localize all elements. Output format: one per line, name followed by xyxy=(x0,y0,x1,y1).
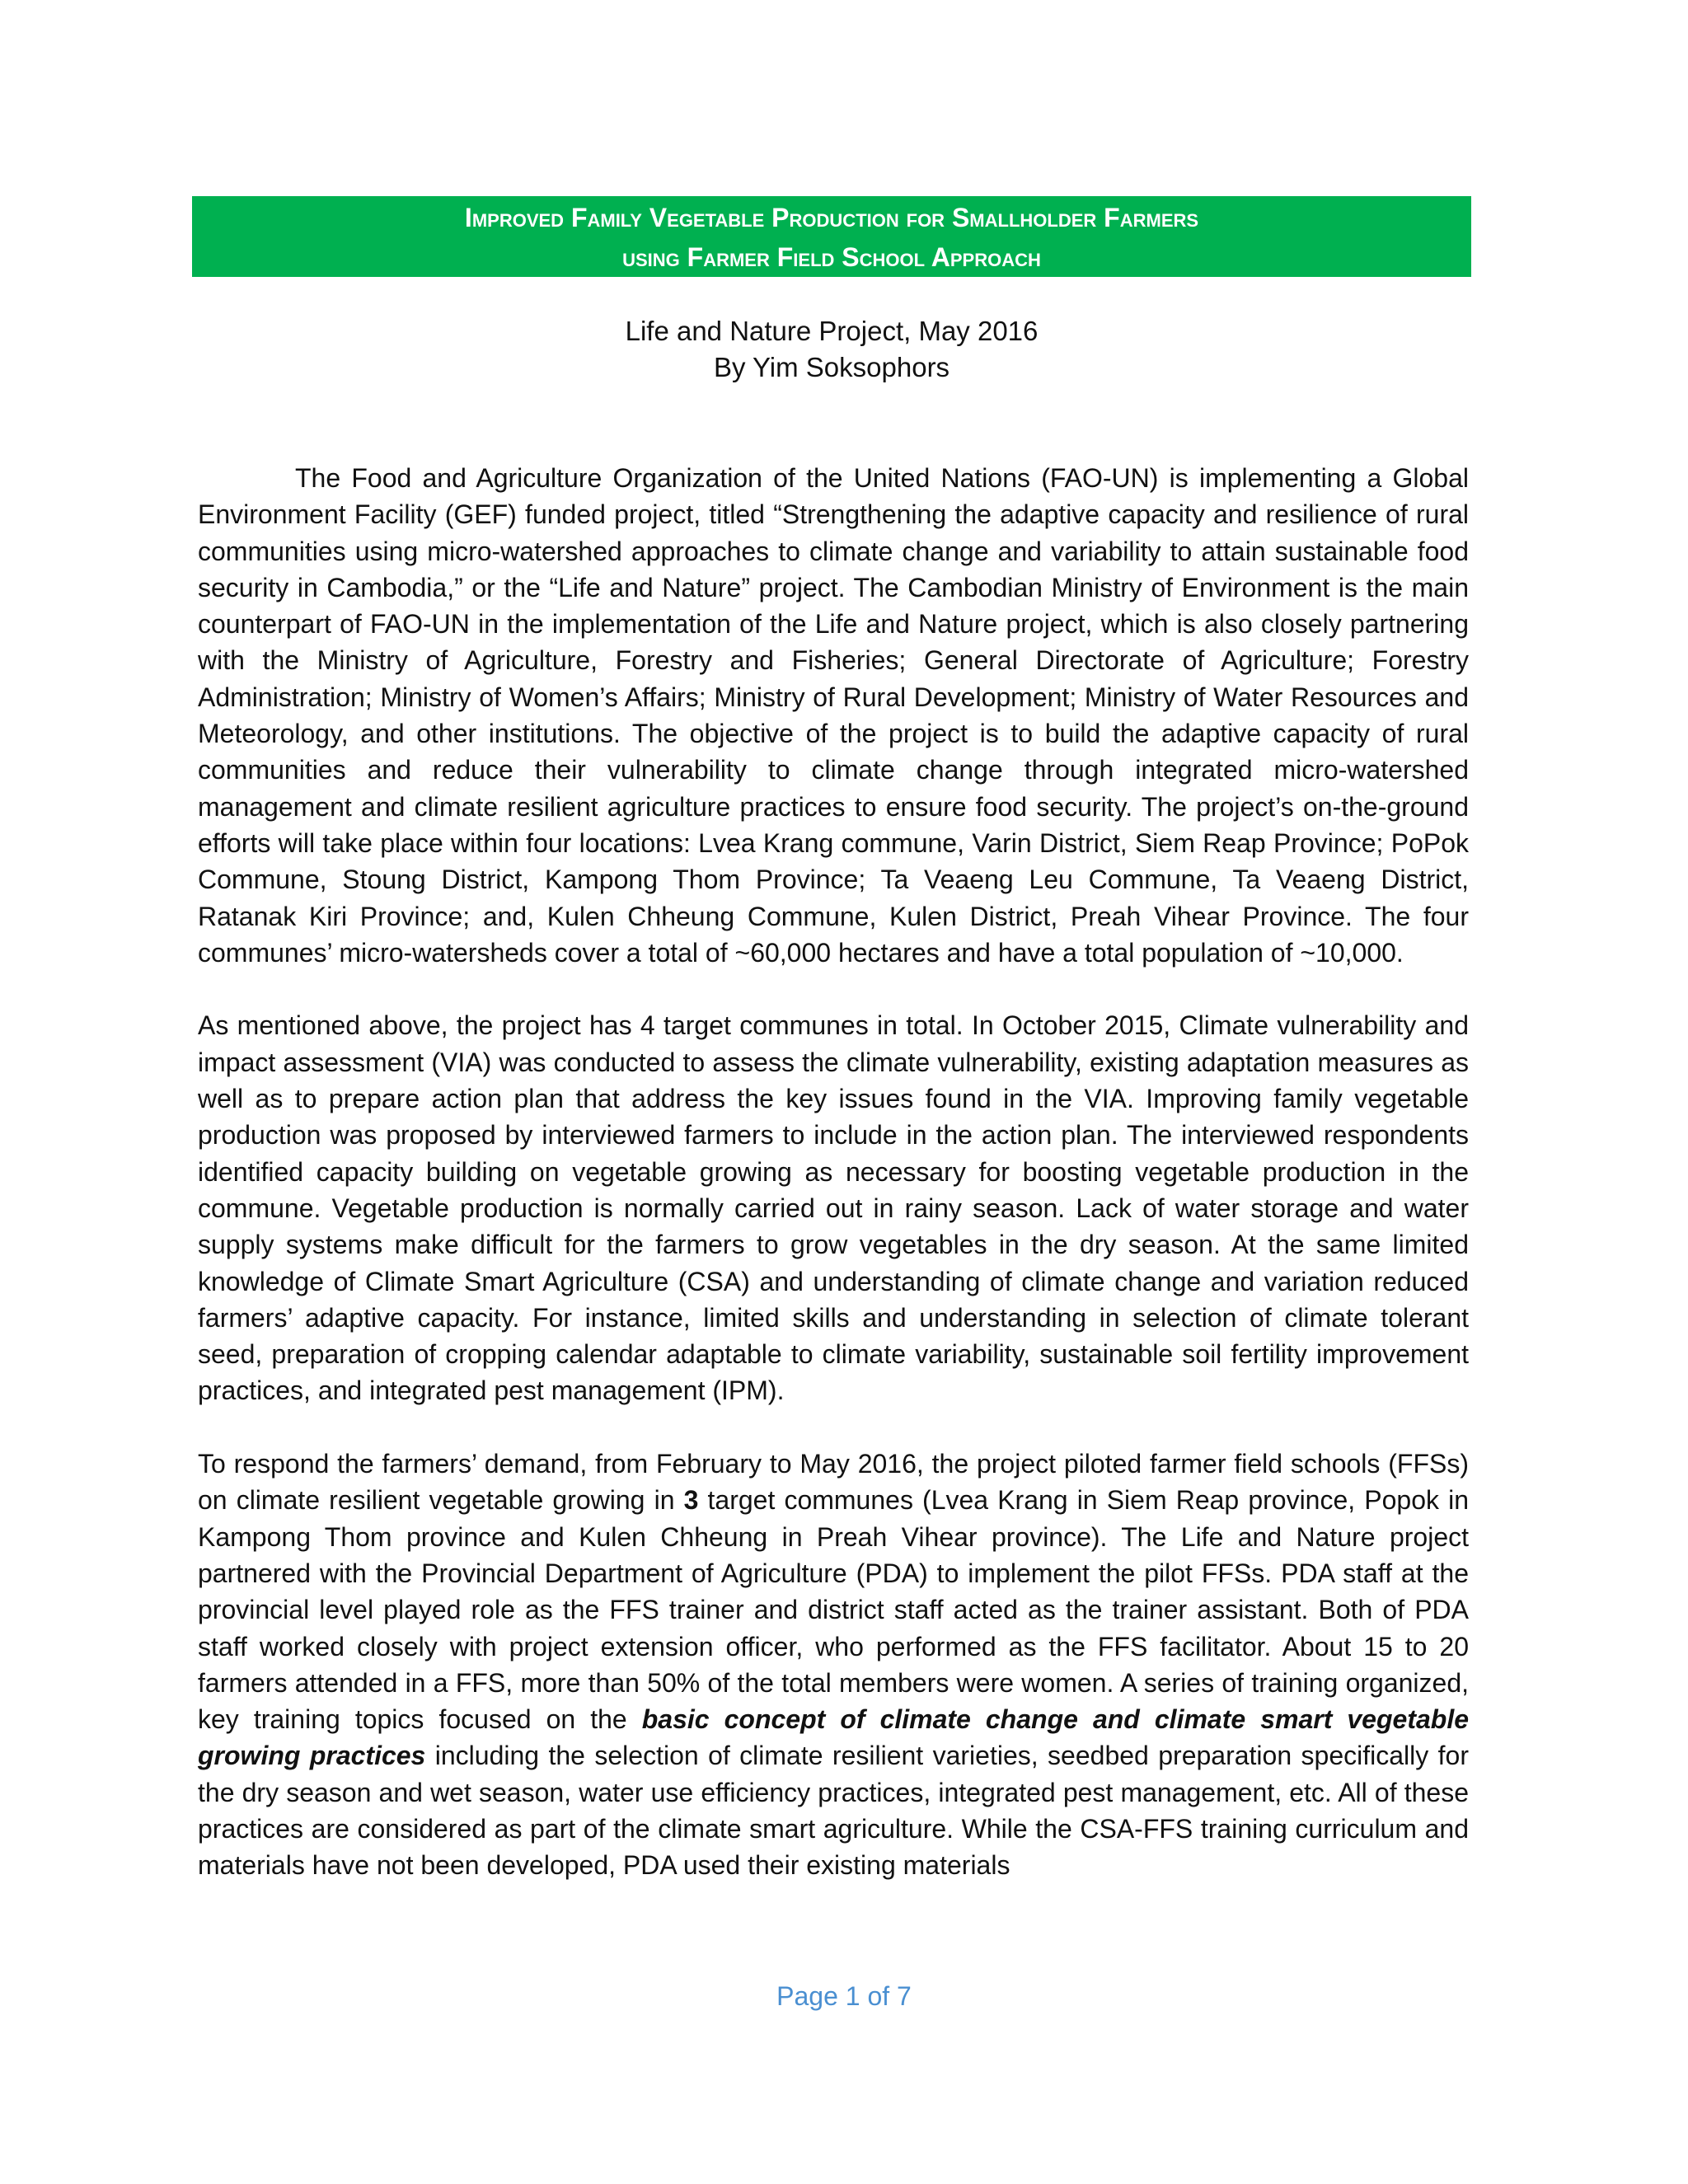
title-banner xyxy=(192,196,1471,277)
ffs-text-3: including the selection of climate resilient varieties, seedbed preparation specifically for the dry season and wet season, water use efficiency practices, integrated pest management, etc. All of these practices are considered as part of the climate smart agriculture. While the CSA-FFS training curriculum and materials have not been developed, PDA used their existing materials xyxy=(198,1741,1470,1881)
project-date: Life and Nature Project, May 2016 xyxy=(625,316,1039,346)
ffs-commune-count: 3 xyxy=(683,1485,699,1516)
ffs-text-1: To respond the farmers’ demand, from February to May 2016, the project piloted farmer field schools (FFSs) on climate resilient vegetable growing in xyxy=(198,1449,1469,1516)
byline xyxy=(192,313,1471,386)
paragraph-ffs xyxy=(198,1446,1469,1884)
paragraph-intro: The Food and Agriculture Organization of the United Nations (FAO-UN) is implementing a Global Environment Facility (GEF) funded project, titled “Strengthening the adaptive capacity and resilience of rural communities using micro-watershed approaches to climate change and variability to attain sustainable food security in Cambodia,” or the “Life and Nature” project. The Cambodian Ministry of Environment is the main counterpart of FAO-UN in the implementation of the Life and Nature project, which is also closely partnering with the Ministry of Agriculture, Forestry and Fisheries; General Directorate of Agriculture; Forestry Administration; Ministry of Women’s Affairs; Ministry of Rural Development; Ministry of Water Resources and Meteorology, and other institutions. The objective of the project is to build the adaptive capacity of rural communities and reduce their vulnerability to climate change through integrated micro-watershed management and climate resilient agriculture practices to ensure food security. The project’s on-the-ground efforts will take place within four locations: Lvea Krang commune, Varin District, Siem Reap Province; PoPok Commune, Stoung District, Kampong Thom Province; Ta Veaeng Leu Commune, Ta Veaeng District, Ratanak Kiri Province; and, Kulen Chheung Commune, Kulen District, Preah Vihear Province. The four communes’ micro-watersheds cover a total of ~60,000 hectares and have a total population of ~10,000. xyxy=(198,463,1469,968)
title-line-2: using Farmer Field School Approach xyxy=(622,242,1041,272)
ffs-key-topics: basic concept of climate change and climate smart vegetable growing practices xyxy=(198,1704,1470,1771)
paragraph-assessment: As mentioned above, the project has 4 target communes in total. In October 2015, Climate vulnerability and impact assessment (VIA) was conducted to assess the climate vulnerability, existing adaptation measures as well as to prepare action plan that address the key issues found in the VIA. Improving family vegetable production was proposed by interviewed farmers to include in the action plan. The interviewed respondents identified capacity building on vegetable growing as necessary for boosting vegetable production in the commune. Vegetable production is normally carried out in rainy season. Lack of water storage and water supply systems make difficult for the farmers to grow vegetables in the dry season. At the same limited knowledge of Climate Smart Agriculture (CSA) and understanding of climate change and variation reduced farmers’ adaptive capacity. For instance, limited skills and understanding in selection of climate tolerant seed, preparation of cropping calendar adaptable to climate variability, sustainable soil fertility improvement practices, and integrated pest management (IPM). xyxy=(198,1010,1469,1406)
document-body xyxy=(198,460,1469,1920)
ffs-text-2: target communes (Lvea Krang in Siem Reap province, Popok in Kampong Thom province and Kulen Chheung in Preah Vihear province). The Life and Nature project partnered with the Provincial Department of Agriculture (PDA) to implement the pilot FFSs. PDA staff at the provincial level played role as the FFS trainer and district staff acted as the trainer assistant. Both of PDA staff worked closely with project extension officer, who performed as the FFS facilitator. About 15 to 20 farmers attended in a FFS, more than 50% of the total members were women. A series of training organized, key training topics focused on the xyxy=(198,1485,1470,1735)
page-number: Page 1 of 7 xyxy=(776,1981,912,2011)
title-line-1: Improved Family Vegetable Production for Smallholder Farmers xyxy=(464,203,1199,232)
author: By Yim Soksophors xyxy=(713,352,950,382)
